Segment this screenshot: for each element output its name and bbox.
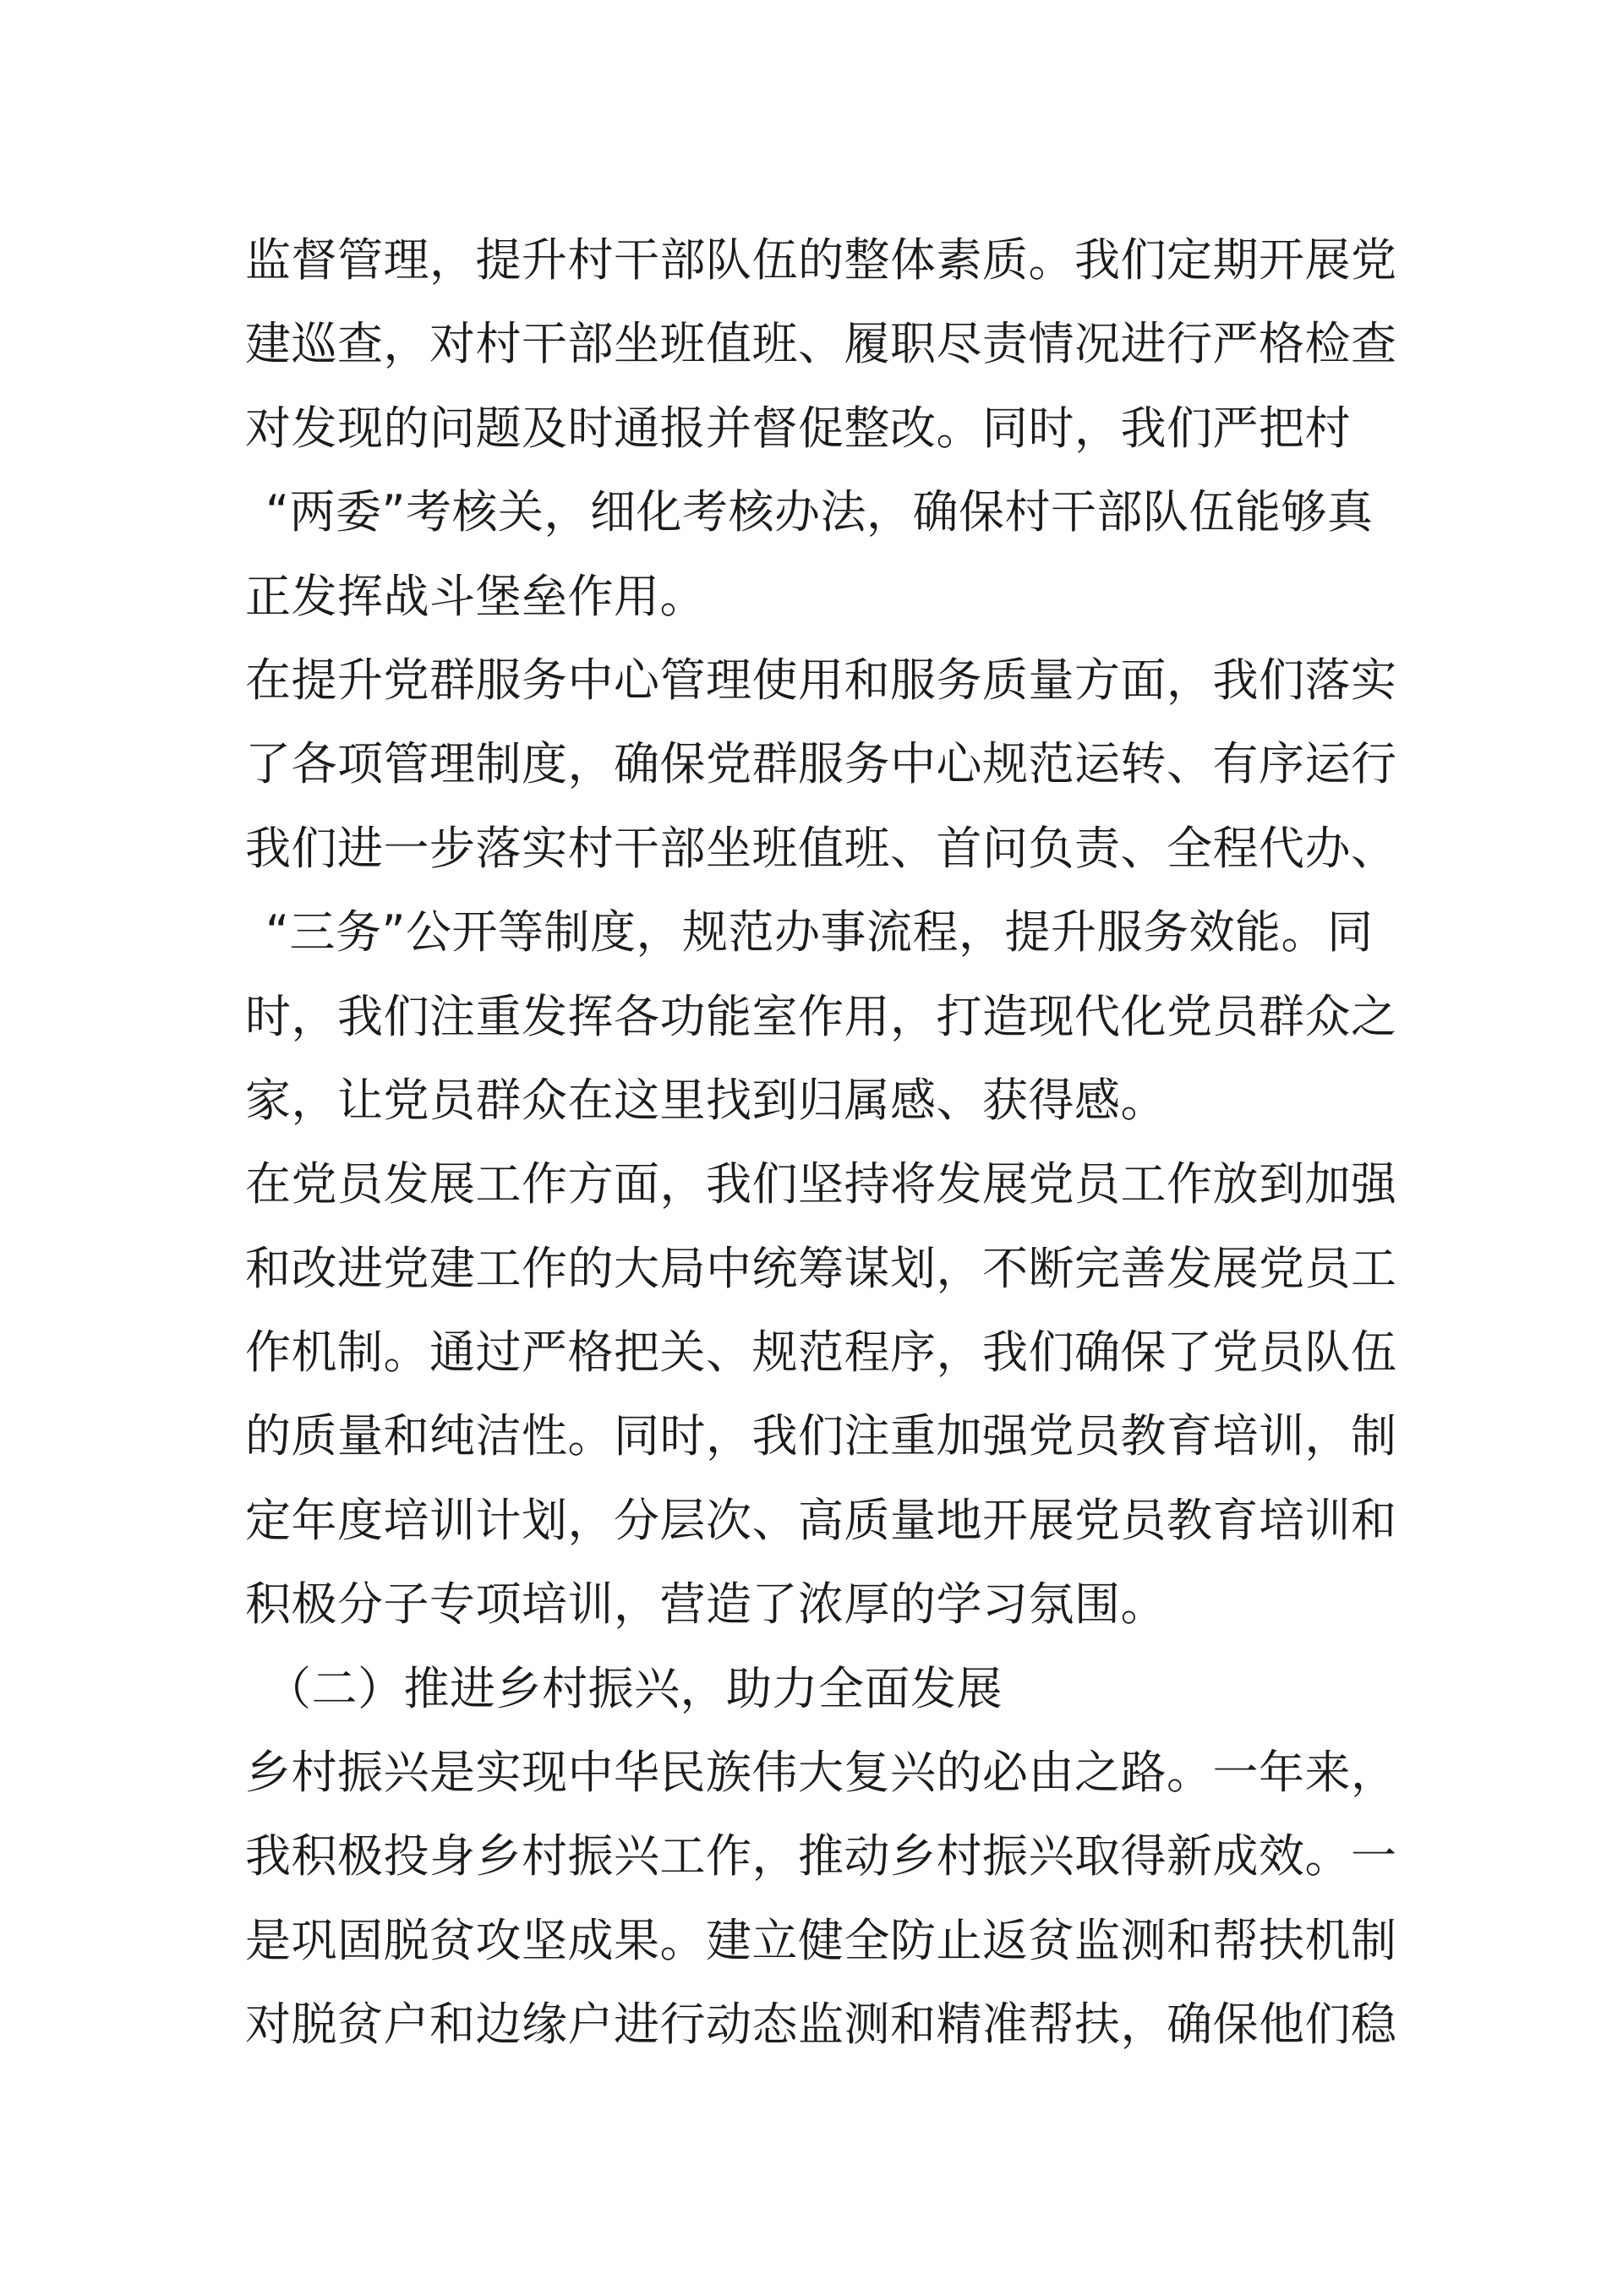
document-body xyxy=(245,218,1397,2067)
paragraph-start-line: 在党员发展工作方面，我们坚持将发展党员工作放到加强 xyxy=(245,1157,1397,1211)
text-line: “三务”公开等制度，规范办事流程，提升服务效能。同 xyxy=(265,905,1374,959)
text-line: “两委”考核关，细化考核办法，确保村干部队伍能够真 xyxy=(265,485,1374,539)
paragraph-start-line: 在提升党群服务中心管理使用和服务质量方面，我们落实 xyxy=(245,653,1397,707)
text-line: 作机制。通过严格把关、规范程序，我们确保了党员队伍 xyxy=(245,1326,1397,1380)
text-line: 积极分子专项培训，营造了浓厚的学习氛围。 xyxy=(245,1577,1167,1632)
text-line: 我积极投身乡村振兴工作，推动乡村振兴取得新成效。一 xyxy=(245,1829,1397,1883)
text-line: 的质量和纯洁性。同时，我们注重加强党员教育培训，制 xyxy=(245,1409,1397,1463)
text-line: 了各项管理制度，确保党群服务中心规范运转、有序运行 xyxy=(245,737,1397,791)
text-line: 是巩固脱贫攻坚成果。建立健全防止返贫监测和帮扶机制 xyxy=(245,1913,1397,1967)
paragraph-start-line: 乡村振兴是实现中华民族伟大复兴的必由之路。一年来， xyxy=(245,1746,1397,1800)
text-line: 正发挥战斗堡垒作用。 xyxy=(245,569,706,623)
text-line: 定年度培训计划，分层次、高质量地开展党员教育培训和 xyxy=(245,1493,1397,1547)
text-line: 建巡查，对村干部坐班值班、履职尽责情况进行严格检查 xyxy=(245,317,1397,371)
text-line: 和改进党建工作的大局中统筹谋划，不断完善发展党员工 xyxy=(245,1241,1397,1295)
text-line: 家，让党员群众在这里找到归属感、获得感。 xyxy=(245,1073,1167,1127)
text-line: 对脱贫户和边缘户进行动态监测和精准帮扶，确保他们稳 xyxy=(245,1998,1397,2052)
text-line: 我们进一步落实村干部坐班值班、首问负责、全程代办、 xyxy=(245,821,1397,875)
text-line: 对发现的问题及时通报并督促整改。同时，我们严把村 xyxy=(245,401,1351,455)
text-line: 监督管理，提升村干部队伍的整体素质。我们定期开展党 xyxy=(245,233,1397,287)
text-line: 时，我们注重发挥各功能室作用，打造现代化党员群众之 xyxy=(245,989,1397,1043)
section-heading: （二）推进乡村振兴，助力全面发展 xyxy=(265,1661,1003,1715)
